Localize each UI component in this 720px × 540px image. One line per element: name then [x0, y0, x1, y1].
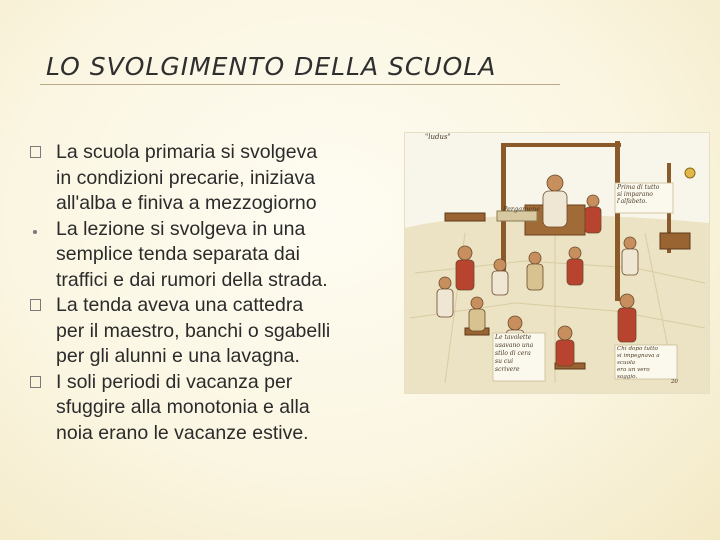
bullet-text: I soli periodi di vacanza per sfuggire alla monotonia e alla noia erano le vacanze estive.	[56, 370, 310, 444]
square-bullet-icon	[30, 376, 41, 388]
caption-right: Prima di tutto si imparano l'alfabeto.	[617, 184, 660, 205]
dot-bullet-icon	[33, 230, 37, 234]
bullet-item	[30, 140, 405, 217]
bullet-text: La lezione si svolgeva in una semplice tenda separata dai traffici e dai rumori della strada.	[56, 217, 328, 291]
roman-school-illustration	[404, 132, 710, 394]
caption-page: 20	[671, 379, 678, 385]
bullet-text: La scuola primaria si svolgeva in condizioni precarie, iniziava all'alba e finiva a mezzogiorno	[56, 141, 318, 214]
bullet-item	[30, 370, 405, 447]
caption-top: "ludus"	[425, 133, 451, 141]
bullet-text: La tenda aveva una cattedra per il maestro, banchi o sgabelli per gli alunni e una lavagna.	[56, 294, 331, 367]
square-bullet-icon	[30, 146, 41, 158]
square-bullet-icon	[30, 299, 41, 311]
bullet-item	[30, 293, 405, 370]
slide-title: LO SVOLGIMENTO DELLA SCUOLA	[46, 52, 497, 81]
caption-tavolette: Le tavolette usavano una stilo di cera su cui scrivere	[495, 334, 534, 373]
caption-pergamena: Pergamene	[503, 205, 541, 213]
bullet-list	[30, 140, 405, 446]
caption-bottom-right: Chi dopo tutto si impegnava a scuola era un vero saggio.	[617, 346, 660, 380]
bullet-item	[30, 217, 405, 294]
title-underline	[40, 84, 560, 85]
